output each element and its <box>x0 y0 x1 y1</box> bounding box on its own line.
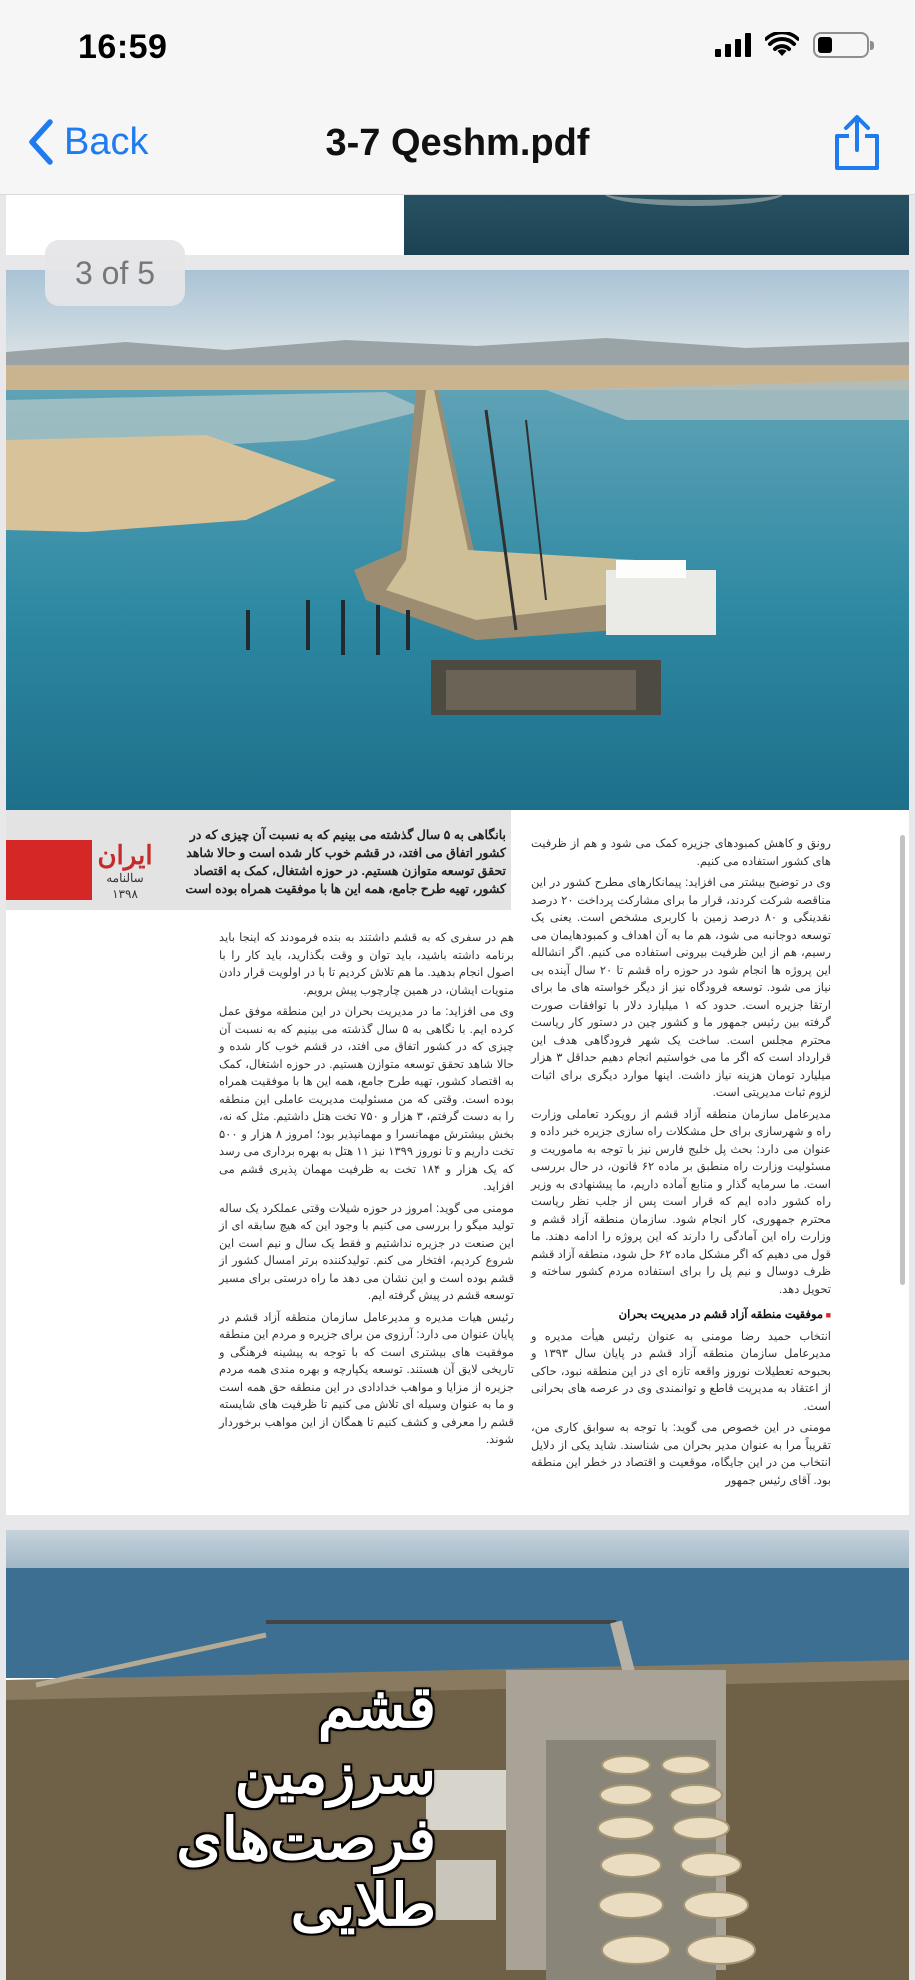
paragraph: رئیس هیات مدیره و مدیرعامل سازمان منطقه آزاد قشم در پایان عنوان می دارد: آرزوی من برای جزیره و مردم این منطقه موفقیت های بیشتری است که با توجه به پیشینه فرهنگی و تاریخی لایق آن هستند. توسعه یکپارچه و بهره مندی همه مردم جزیره از مزایا و مواهب خدادادی در این منطقه حق همه است و ما به عنوان وسیله ای تلاش می کنیم تا ظرفیت های شایسته قشم را معرفی و کشف کنیم تا همگان از این مواهب برخوردار شوند. <box>219 1311 514 1446</box>
paragraph: هم در سفری که به قشم داشتند به بنده فرمودند که اینجا باید برنامه داشته باشید، باید توان و وقت بگذارید، باید کار را با اصول انجام بدهید. ما هم تلاش کردیم تا با در اولویت قرار دادن منویات ایشان، در همین چارچوب پیش برویم. <box>219 932 514 997</box>
logo-sub: سالنامه <box>106 871 144 885</box>
paragraph: وی در توضیح بیشتر می افزاید: پیمانکارهای مطرح کشور در این مناقصه شرکت کردند، قرار ما برای مشارکت پرداخت ۲۰ درصد نقدینگی و ۸۰ درصد زمین با کاربری مشخص است. یعنی یک توسعه دوجانبه می شود، هم ما به آن اهداف و کمبودهایمان می رسیم، هم از این ظرفیت بیرونی استفاده می کنیم. اگر انشالله این پروژه ها انجام شود در حوزه راه قشم تا ۲۰ سال آینده بی نیاز می شود. توسعه فرودگاه نیز از دیگر خواسته های ما برای ارتقا جزیره است. حدود که ۱ میلیارد دلار با توافقات صورت گرفته بین رئیس جمهور ما و کشور چین در دستور کار ریاست محترم مجلس است. ساخت یک شهر فرودگاهی هدف این قرارداد است که اگر ما می خواستیم انجام دهیم حداقل ۳ هزار میلیارد تومان هزینه نیاز داشت. اینها موارد دیگری برای اثبات لزوم ثبات مدیریتی است. <box>531 877 832 1099</box>
navigation-header <box>0 0 915 195</box>
headline-line: طلایی <box>290 1873 436 1938</box>
article-column-left <box>219 930 514 1454</box>
pdf-page-next[interactable] <box>6 1530 909 1980</box>
port-aerial-photo <box>6 1530 909 1980</box>
document-title: 3-7 Qeshm.pdf <box>325 122 590 164</box>
next-page-headline <box>176 1675 436 1939</box>
red-accent-tab <box>6 840 92 900</box>
publication-logo <box>94 842 156 902</box>
pdf-page-current[interactable] <box>6 270 909 1515</box>
paragraph: وی می افزاید: ما در مدیریت بحران در این منطقه موفق عمل کرده ایم. با نگاهی به ۵ سال گذشته می بینیم که به نسبت آن چیزی که در کشور اتفاق می افتد، در قشم خوب کار شده و حالا شاهد تحقق توسعه متوازن هستیم. در حوزه اشتغال، کمک به اقتصاد کشور، تهیه طرح جامع، همه این ها با موفقیت همراه بوده است. وقتی که من مسئولیت مدیریت عاملی این منطقه را به دست گرفتم، ۳ هزار و ۷۵۰ تخت هتل داشتیم. مثل که نه، بخش بیشترش مهمانسرا و مهمانپذیر بود؛ امروز ۸ هزار و ۵۰۰ تخت داریم و تا نوروز ۱۳۹۹ نیز ۱۱ هتل به بهره برداری می رسد که یک هزار و ۱۸۴ تخت به ظرفیت مهمان پذیری قشم می افزاید. <box>219 1006 515 1193</box>
share-icon[interactable] <box>831 114 883 172</box>
status-icons <box>715 32 869 58</box>
headline-line: فرصت‌های <box>176 1807 436 1872</box>
back-label: Back <box>64 120 149 163</box>
cellular-signal-icon <box>715 33 751 57</box>
paragraph: رونق و کاهش کمبودهای جزیره کمک می شود و هم از ظرفیت های کشور استفاده می کنیم. <box>531 838 831 868</box>
pier-aerial-photo <box>6 270 909 810</box>
headline-line: قشم <box>317 1675 436 1740</box>
article-column-right <box>531 836 831 1494</box>
logo-year: ۱۳۹۸ <box>112 887 138 901</box>
pull-quote: بانگاهی به ۵ سال گذشته می بینیم که به نسبت آن چیزی که در کشور اتفاق می افتد، در قشم خوب کار شده است و حالا شاهد تحقق توسعه متوازن هستیم. در حوزه اشتغال، کمک به اقتصاد کشور، تهیه طرح جامع، همه این ها با موفقیت همراه بوده است <box>185 828 506 896</box>
paragraph: مدیرعامل سازمان منطقه آزاد قشم از رویکرد تعاملی وزارت راه و شهرسازی برای حل مشکلات راه سازی جزیره خبر داده و عنوان می دارد: بحث پل خلیج فارس نیز با توجه به ماموریت و مسئولیت وزارت راه منطبق بر ماده ۶۲ قانون، در حال بررسی است. ما سرمایه گذار و منابع آماده داریم، ما پیشنهادی به وزیر راه کشور داده ایم که قرار است پس از جلب نظر ریاست محترم جمهوری، کار انجام شود. سازمان منطقه آزاد قشم و وزارت راه این آمادگی را دارند که این پروژه را ادامه دهند. ما قول می دهیم که اگر مشکل ماده ۶۲ حل شود، منطقه آزاد قشم ظرف دوسال و نیم پل را برای استفاده مردم کشور ساخته و تحویل دهد. <box>531 1108 832 1296</box>
page-indicator: 3 of 5 <box>45 240 185 306</box>
headline-line: سرزمین <box>234 1741 436 1806</box>
logo-name: ایران <box>97 841 153 871</box>
status-time: 16:59 <box>78 28 168 66</box>
paragraph: مومنی در این خصوص می گوید: با توجه به سوابق کاری من، تقریباً مرا به عنوان مدیر بحران می شناسند. شاید یکی از دلایل انتخاب من در این جایگاه، موقعیت و اقتصاد در خطر این منطقه بود. آقای رئیس جمهور <box>531 1422 831 1487</box>
battery-icon <box>813 32 869 58</box>
scrollbar-thumb[interactable] <box>900 835 905 1285</box>
paragraph: مومنی می گوید: امروز در حوزه شیلات وقتی عملکرد یک ساله تولید میگو را بررسی می کنیم با وجود این که هیچ سابقه ای از این صنعت در جزیره نداشتیم و فقط یک سال و نیم است این شروع کردیم، افتخار می کنم. تولیدکننده برتر امسال کشور از قشم بوده است و این نشان می دهد ما راه درستی برای مسیر توسعه قشم در پیش گرفته ایم. <box>219 1202 514 1302</box>
section-subheading: ■ موفقیت منطقه آزاد قشم در مدیریت بحران <box>531 1307 831 1325</box>
paragraph: انتخاب حمید رضا مومنی به عنوان رئیس هیأت مدیره و مدیرعامل سازمان منطقه آزاد قشم در پایان سال ۱۳۹۳ و بحبوحه تعطیلات نوروز واقعه تازه ای در این منطقه نبود، حاکی از اعتقاد به مدیریت قاطع و توانمندی وی در عرصه های بحرانی است. <box>531 1330 831 1413</box>
wifi-icon <box>765 32 799 58</box>
